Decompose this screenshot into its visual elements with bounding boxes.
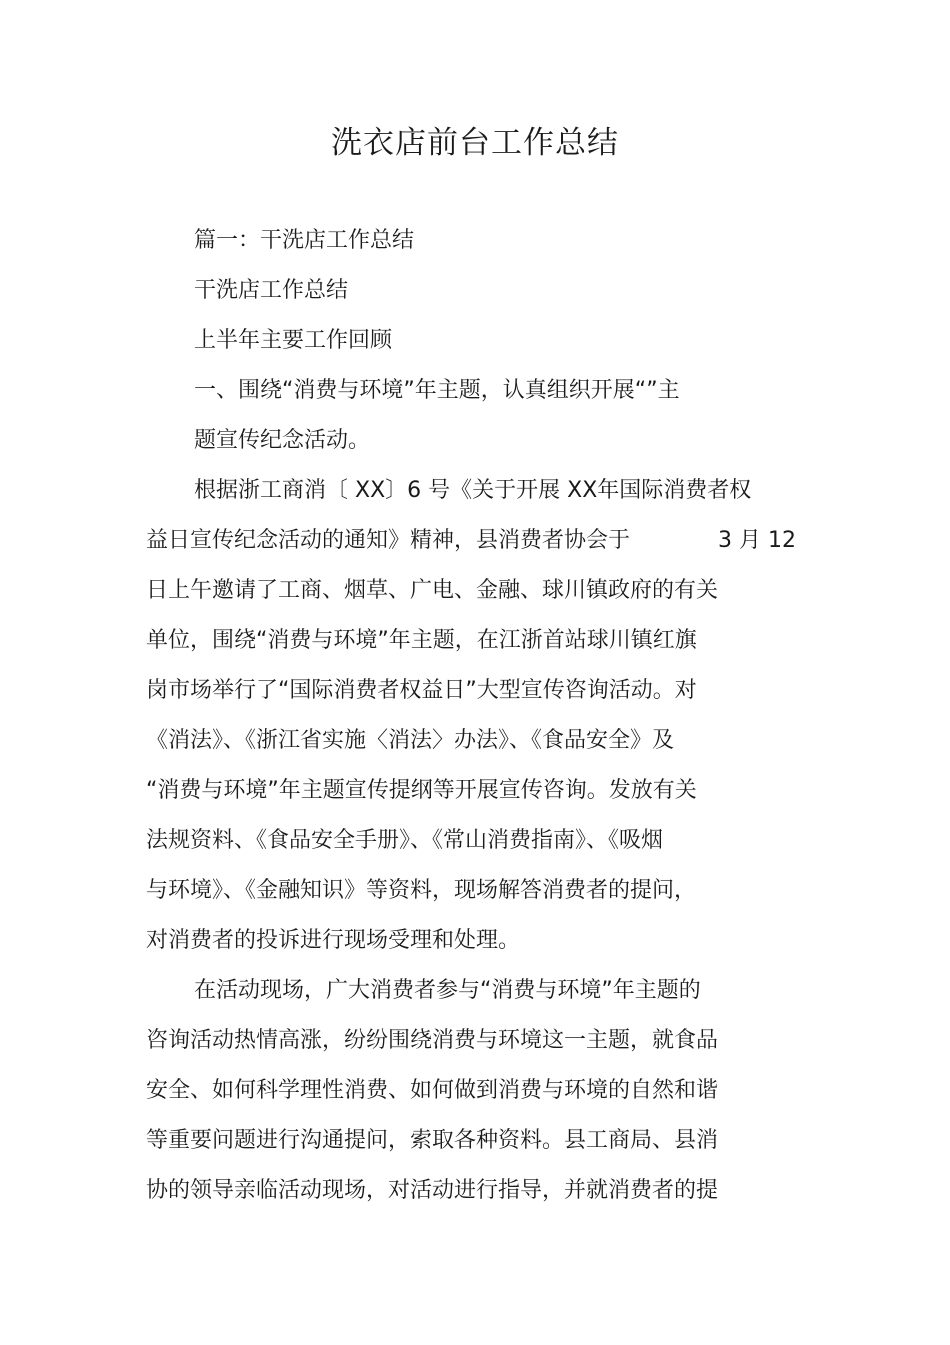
paragraph-line: 安全、如何科学理性消费、如何做到消费与环境的自然和谐 — [146, 1078, 719, 1103]
paragraph-line: 单位，围绕“消费与环境”年主题，在江浙首站球川镇红旗 — [146, 628, 697, 653]
paragraph-line: 与环境》、《金融知识》等资料，现场解答消费者的提问， — [146, 878, 697, 903]
paragraph-line: 篇一：干洗店工作总结 — [194, 228, 415, 253]
paragraph-line: 上半年主要工作回顾 — [194, 328, 393, 353]
paragraph-line: 一、围绕“消费与环境”年主题，认真组织开展“”主 — [194, 378, 680, 403]
paragraph-line: 干洗店工作总结 — [194, 278, 349, 303]
paragraph-line: 咨询活动热情高涨，纷纷围绕消费与环境这一主题，就食品 — [146, 1028, 719, 1053]
date-fragment: 3 月 12 — [718, 528, 796, 553]
paragraph-line: 根据浙工商消〔 XX〕6 号《关于开展 XX年国际消费者权 — [194, 478, 752, 503]
paragraph-line: 等重要问题进行沟通提问，索取各种资料。县工商局、县消 — [146, 1128, 719, 1153]
paragraph-line: “消费与环境”年主题宣传提纲等开展宣传咨询。发放有关 — [146, 778, 697, 803]
paragraph-line: 在活动现场，广大消费者参与“消费与环境”年主题的 — [194, 978, 701, 1003]
document-title: 洗衣店前台工作总结 — [331, 125, 619, 161]
paragraph-line: 法规资料、《食品安全手册》、《常山消费指南》、《吸烟 — [146, 828, 664, 853]
paragraph-line: 《消法》、《浙江省实施〈消法〉办法》、《食品安全》及 — [146, 728, 675, 753]
paragraph-line: 对消费者的投诉进行现场受理和处理。 — [146, 928, 521, 953]
paragraph-line: 协的领导亲临活动现场，对活动进行指导，并就消费者的提 — [146, 1178, 719, 1203]
paragraph-line: 岗市场举行了“国际消费者权益日”大型宣传咨询活动。对 — [146, 678, 697, 703]
paragraph-line: 日上午邀请了工商、烟草、广电、金融、球川镇政府的有关 — [146, 578, 719, 603]
paragraph-line: 题宣传纪念活动。 — [194, 428, 371, 453]
paragraph-line: 益日宣传纪念活动的通知》精神，县消费者协会于 — [146, 528, 631, 553]
